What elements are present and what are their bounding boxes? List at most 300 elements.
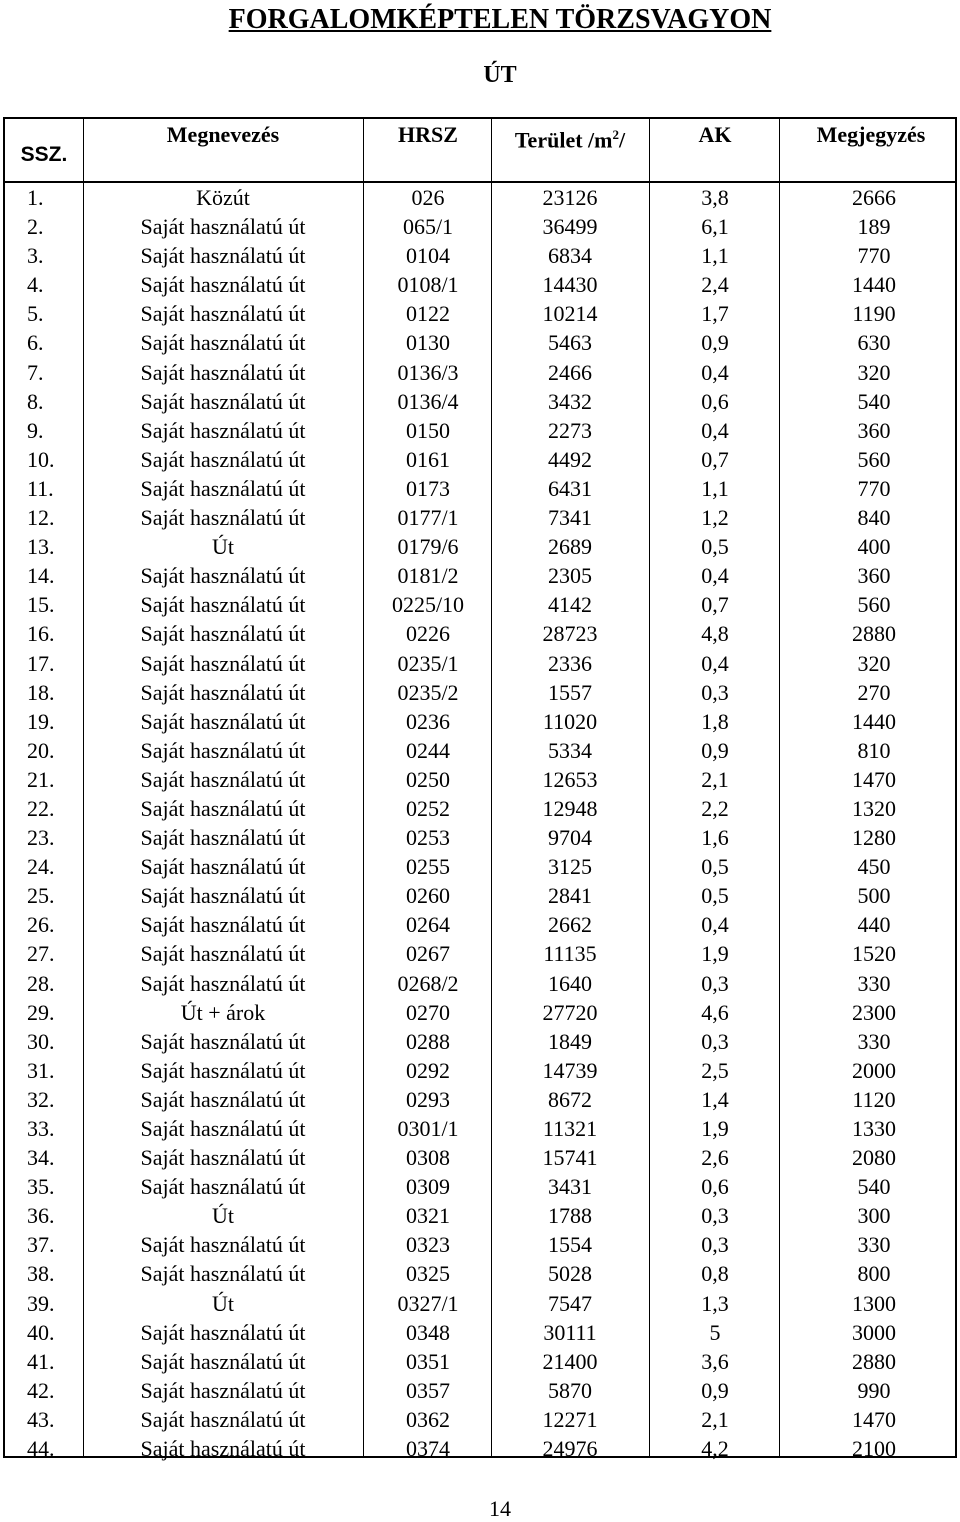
table-row — [5, 212, 955, 241]
table-row — [5, 503, 955, 532]
row-megjegyzes: 1470 — [852, 1406, 896, 1432]
row-hrsz: 065/1 — [402, 214, 454, 240]
row-hrsz: 0260 — [406, 883, 450, 909]
row-ak: 1,9 — [701, 941, 729, 967]
header-hrsz: HRSZ — [398, 122, 458, 147]
row-name: Saját használatú út — [140, 854, 306, 880]
row-terulet: 28723 — [542, 621, 598, 647]
row-name: Út — [212, 1203, 234, 1229]
row-ssz: 22. — [27, 795, 55, 821]
table-row — [5, 998, 955, 1027]
row-name: Saját használatú út — [140, 1319, 306, 1345]
header-ak: AK — [698, 122, 732, 147]
row-ssz: 4. — [27, 272, 44, 298]
table-row — [5, 1318, 955, 1347]
header-megjegyzes: Megjegyzés — [816, 122, 926, 147]
row-terulet: 21400 — [542, 1348, 598, 1374]
table-row — [5, 1259, 955, 1288]
row-name: Saját használatú út — [140, 214, 306, 240]
row-terulet: 14739 — [542, 1057, 598, 1083]
row-terulet: 1788 — [548, 1203, 592, 1229]
row-megjegyzes: 2000 — [852, 1057, 896, 1083]
row-ak: 0,4 — [701, 912, 729, 938]
row-megjegyzes: 1280 — [852, 825, 896, 851]
row-terulet: 2466 — [548, 359, 592, 385]
row-ssz: 9. — [27, 417, 44, 443]
row-ak: 3,8 — [701, 185, 729, 210]
row-megjegyzes: 320 — [857, 359, 891, 385]
row-ssz: 31. — [27, 1057, 55, 1083]
table-row — [5, 445, 955, 474]
row-ak: 5 — [709, 1319, 721, 1345]
row-megjegyzes: 990 — [857, 1377, 891, 1403]
row-ak: 1,7 — [701, 301, 729, 327]
row-terulet: 2336 — [548, 650, 592, 676]
header-terulet — [493, 119, 647, 181]
row-megjegyzes: 320 — [857, 650, 891, 676]
row-ssz: 38. — [27, 1261, 55, 1287]
row-megjegyzes: 1120 — [852, 1086, 896, 1112]
row-ssz: 26. — [27, 912, 55, 938]
row-ssz: 20. — [27, 737, 55, 763]
row-name: Saját használatú út — [140, 592, 306, 618]
row-terulet: 6834 — [548, 243, 592, 269]
row-ak: 0,6 — [701, 1174, 729, 1200]
row-ssz: 41. — [27, 1348, 55, 1374]
table-row — [5, 1085, 955, 1114]
table-row — [5, 416, 955, 445]
row-ak: 2,1 — [701, 1406, 729, 1432]
row-ssz: 10. — [27, 446, 55, 472]
row-terulet: 12653 — [542, 766, 598, 792]
row-hrsz: 0253 — [406, 825, 450, 851]
row-hrsz: 0255 — [406, 854, 450, 880]
row-terulet: 1849 — [548, 1028, 592, 1054]
row-ssz: 14. — [27, 563, 55, 589]
row-megjegyzes: 560 — [857, 446, 891, 472]
row-megjegyzes: 810 — [857, 737, 891, 763]
row-terulet: 2662 — [548, 912, 592, 938]
road-asset-table — [3, 117, 957, 1462]
row-ak: 2,4 — [701, 272, 729, 298]
row-terulet: 12271 — [542, 1406, 598, 1432]
row-name: Saját használatú út — [140, 1261, 306, 1287]
row-hrsz: 0327/1 — [397, 1290, 459, 1316]
row-ak: 0,3 — [701, 679, 729, 705]
row-name: Saját használatú út — [140, 883, 306, 909]
table-row — [5, 678, 955, 707]
row-ssz: 8. — [27, 388, 44, 414]
row-megjegyzes: 1320 — [852, 795, 896, 821]
row-hrsz: 0235/1 — [397, 650, 459, 676]
row-terulet: 7547 — [548, 1290, 592, 1316]
table-row — [5, 736, 955, 765]
row-terulet: 5028 — [548, 1261, 592, 1287]
row-terulet: 3432 — [548, 388, 592, 414]
row-terulet: 1640 — [548, 970, 592, 996]
table-row — [5, 1405, 955, 1434]
row-megjegyzes: 1300 — [852, 1290, 896, 1316]
row-name: Közút — [196, 185, 250, 210]
row-name: Saját használatú út — [140, 330, 306, 356]
row-ssz: 1. — [27, 185, 44, 210]
row-name: Saját használatú út — [140, 1406, 306, 1432]
row-ssz: 39. — [27, 1290, 55, 1316]
row-hrsz: 0268/2 — [397, 970, 459, 996]
row-terulet: 1554 — [548, 1232, 592, 1258]
table-row — [5, 328, 955, 357]
row-megjegyzes: 1520 — [852, 941, 896, 967]
table-row — [5, 707, 955, 736]
row-ak: 4,2 — [701, 1436, 729, 1462]
row-name: Út — [212, 1290, 234, 1316]
row-hrsz: 0104 — [406, 243, 450, 269]
header-name: Megnevezés — [166, 122, 280, 147]
row-hrsz: 0362 — [406, 1406, 450, 1432]
row-megjegyzes: 270 — [857, 679, 891, 705]
row-name: Saját használatú út — [140, 795, 306, 821]
row-name: Saját használatú út — [140, 1348, 306, 1374]
row-name: Saját használatú út — [140, 301, 306, 327]
header-terulet-suffix: / — [618, 127, 626, 153]
table-row — [5, 1376, 955, 1405]
row-terulet: 2689 — [548, 534, 592, 560]
row-name: Saját használatú út — [140, 825, 306, 851]
row-name: Saját használatú út — [140, 1174, 306, 1200]
row-ak: 0,8 — [701, 1261, 729, 1287]
row-ak: 0,5 — [701, 534, 729, 560]
table-row — [5, 1201, 955, 1230]
row-ak: 0,4 — [701, 650, 729, 676]
row-megjegyzes: 1440 — [852, 708, 896, 734]
row-ak: 0,5 — [701, 854, 729, 880]
row-hrsz: 0293 — [406, 1086, 450, 1112]
table-row — [5, 852, 955, 881]
row-ak: 0,7 — [701, 446, 729, 472]
table-row — [5, 910, 955, 939]
row-name: Saját használatú út — [140, 650, 306, 676]
page-subtitle: ÚT — [483, 62, 517, 88]
row-ssz: 36. — [27, 1203, 55, 1229]
row-ak: 0,3 — [701, 1232, 729, 1258]
row-hrsz: 0270 — [406, 999, 450, 1025]
row-ssz: 28. — [27, 970, 55, 996]
row-hrsz: 0136/3 — [397, 359, 459, 385]
row-megjegyzes: 400 — [857, 534, 891, 560]
row-terulet: 27720 — [542, 999, 598, 1025]
row-ssz: 29. — [27, 999, 55, 1025]
row-ak: 0,7 — [701, 592, 729, 618]
row-ak: 0,3 — [701, 1028, 729, 1054]
row-ssz: 19. — [27, 708, 55, 734]
row-ak: 0,4 — [701, 359, 729, 385]
row-ssz: 27. — [27, 941, 55, 967]
table-row — [5, 1289, 955, 1318]
row-hrsz: 0374 — [406, 1436, 450, 1462]
row-megjegyzes: 330 — [857, 970, 891, 996]
row-name: Saját használatú út — [140, 359, 306, 385]
row-megjegyzes: 2100 — [852, 1436, 896, 1462]
row-terulet: 7341 — [548, 505, 592, 531]
row-hrsz: 0348 — [406, 1319, 450, 1345]
row-ak: 2,2 — [701, 795, 729, 821]
row-megjegyzes: 330 — [857, 1028, 891, 1054]
row-megjegyzes: 360 — [857, 417, 891, 443]
row-hrsz: 0325 — [406, 1261, 450, 1287]
row-hrsz: 026 — [411, 185, 445, 210]
table-row — [5, 1172, 955, 1201]
row-name: Saját használatú út — [140, 1028, 306, 1054]
table-row — [5, 1114, 955, 1143]
row-megjegyzes: 2880 — [852, 1348, 896, 1374]
row-hrsz: 0108/1 — [397, 272, 459, 298]
row-name: Saját használatú út — [140, 505, 306, 531]
row-terulet: 3125 — [548, 854, 592, 880]
row-ak: 1,4 — [701, 1086, 729, 1112]
row-hrsz: 0323 — [406, 1232, 450, 1258]
header-ssz: SSZ. — [20, 143, 68, 166]
table-row — [5, 1143, 955, 1172]
row-ssz: 21. — [27, 766, 55, 792]
row-terulet: 2841 — [548, 883, 592, 909]
row-ssz: 37. — [27, 1232, 55, 1258]
row-terulet: 2305 — [548, 563, 592, 589]
page-title: FORGALOMKÉPTELEN TÖRZSVAGYON — [228, 4, 772, 35]
row-terulet: 12948 — [542, 795, 598, 821]
row-ssz: 44. — [27, 1436, 55, 1462]
row-megjegyzes: 540 — [857, 1174, 891, 1200]
row-megjegyzes: 450 — [857, 854, 891, 880]
row-name: Saját használatú út — [140, 1057, 306, 1083]
row-ssz: 2. — [27, 214, 44, 240]
row-hrsz: 0136/4 — [397, 388, 459, 414]
table-row — [5, 1056, 955, 1085]
row-name: Saját használatú út — [140, 1377, 306, 1403]
row-ak: 1,2 — [701, 505, 729, 531]
row-name: Saját használatú út — [140, 417, 306, 443]
table-row — [5, 939, 955, 968]
table-row — [5, 270, 955, 299]
row-terulet: 8672 — [548, 1086, 592, 1112]
row-name: Saját használatú út — [140, 1086, 306, 1112]
row-name: Saját használatú út — [140, 388, 306, 414]
row-name: Saját használatú út — [140, 737, 306, 763]
row-megjegyzes: 2300 — [852, 999, 896, 1025]
row-ak: 0,6 — [701, 388, 729, 414]
row-ssz: 3. — [27, 243, 44, 269]
table-row — [5, 561, 955, 590]
row-ssz: 16. — [27, 621, 55, 647]
row-name: Saját használatú út — [140, 766, 306, 792]
row-hrsz: 0288 — [406, 1028, 450, 1054]
row-name: Saját használatú út — [140, 679, 306, 705]
row-ssz: 30. — [27, 1028, 55, 1054]
table-row — [5, 619, 955, 648]
table-row — [5, 1230, 955, 1259]
row-ak: 6,1 — [701, 214, 729, 240]
row-terulet: 36499 — [542, 214, 598, 240]
table-row — [5, 765, 955, 794]
row-ak: 0,4 — [701, 563, 729, 589]
row-terulet: 1557 — [548, 679, 592, 705]
row-ssz: 18. — [27, 679, 55, 705]
row-name: Út + árok — [180, 999, 266, 1025]
row-terulet: 3431 — [548, 1174, 592, 1200]
row-ak: 1,1 — [701, 243, 729, 269]
table-row — [5, 183, 955, 212]
table-row — [5, 532, 955, 561]
row-ssz: 34. — [27, 1145, 55, 1171]
row-ak: 0,3 — [701, 1203, 729, 1229]
row-name: Saját használatú út — [140, 1116, 306, 1141]
header-terulet-sup: 2 — [612, 127, 619, 142]
row-name: Út — [212, 534, 234, 560]
row-ak: 3,6 — [701, 1348, 729, 1374]
row-name: Saját használatú út — [140, 621, 306, 647]
row-terulet: 4492 — [548, 446, 592, 472]
row-megjegyzes: 770 — [857, 475, 891, 501]
row-ak: 4,6 — [701, 999, 729, 1025]
row-hrsz: 0264 — [406, 912, 450, 938]
row-ssz: 24. — [27, 854, 55, 880]
row-terulet: 11135 — [543, 941, 597, 967]
row-terulet: 4142 — [548, 592, 592, 618]
row-ssz: 5. — [27, 301, 44, 327]
row-ssz: 15. — [27, 592, 55, 618]
row-hrsz: 0351 — [406, 1348, 450, 1374]
row-hrsz: 0357 — [406, 1377, 450, 1403]
row-megjegyzes: 800 — [857, 1261, 891, 1287]
row-megjegyzes: 2880 — [852, 621, 896, 647]
row-name: Saját használatú út — [140, 243, 306, 269]
row-hrsz: 0321 — [406, 1203, 450, 1229]
row-megjegyzes: 330 — [857, 1232, 891, 1258]
table-row — [5, 474, 955, 503]
row-hrsz: 0122 — [406, 301, 450, 327]
table-body — [5, 183, 955, 1463]
row-hrsz: 0130 — [406, 330, 450, 356]
row-ak: 1,1 — [701, 475, 729, 501]
table-row — [5, 823, 955, 852]
row-hrsz: 0236 — [406, 708, 450, 734]
row-terulet: 15741 — [542, 1145, 598, 1171]
row-megjegyzes: 540 — [857, 388, 891, 414]
row-megjegyzes: 500 — [857, 883, 891, 909]
row-terulet: 14430 — [542, 272, 598, 298]
row-terulet: 5463 — [548, 330, 592, 356]
row-hrsz: 0244 — [406, 737, 450, 763]
table-row — [5, 969, 955, 998]
row-hrsz: 0179/6 — [397, 534, 459, 560]
row-hrsz: 0181/2 — [397, 563, 459, 589]
row-ak: 2,6 — [701, 1145, 729, 1171]
row-ssz: 25. — [27, 883, 55, 909]
row-name: Saját használatú út — [140, 1232, 306, 1258]
row-hrsz: 0252 — [406, 795, 450, 821]
table-row — [5, 1027, 955, 1056]
table-row — [5, 358, 955, 387]
table-row — [5, 1347, 955, 1376]
row-terulet: 6431 — [548, 475, 592, 501]
row-megjegyzes: 300 — [857, 1203, 891, 1229]
header-terulet-label: Terület /m — [514, 127, 613, 153]
row-ak: 0,5 — [701, 883, 729, 909]
row-megjegyzes: 840 — [857, 505, 891, 531]
row-hrsz: 0177/1 — [397, 505, 459, 531]
row-hrsz: 0308 — [406, 1145, 450, 1171]
row-terulet: 9704 — [548, 825, 592, 851]
row-ssz: 6. — [27, 330, 44, 356]
row-hrsz: 0173 — [406, 475, 450, 501]
row-ssz: 33. — [27, 1116, 55, 1141]
row-ak: 1,3 — [701, 1290, 729, 1316]
row-name: Saját használatú út — [140, 563, 306, 589]
row-name: Saját használatú út — [140, 941, 306, 967]
row-ak: 0,9 — [701, 330, 729, 356]
row-ak: 0,9 — [701, 1377, 729, 1403]
row-megjegyzes: 630 — [857, 330, 891, 356]
row-name: Saját használatú út — [140, 912, 306, 938]
row-terulet: 2273 — [548, 417, 592, 443]
row-ak: 2,5 — [701, 1057, 729, 1083]
row-terulet: 11321 — [542, 1116, 598, 1141]
row-ssz: 17. — [27, 650, 55, 676]
table-row — [5, 241, 955, 270]
table-row — [5, 649, 955, 678]
row-ssz: 42. — [27, 1377, 55, 1403]
table-row — [5, 881, 955, 910]
row-megjegyzes: 189 — [857, 214, 891, 240]
row-ak: 4,8 — [701, 621, 729, 647]
row-hrsz: 0150 — [406, 417, 450, 443]
row-terulet: 24976 — [542, 1436, 598, 1462]
row-megjegyzes: 3000 — [852, 1319, 896, 1345]
row-hrsz: 0226 — [406, 621, 450, 647]
row-name: Saját használatú út — [140, 970, 306, 996]
table-row — [5, 299, 955, 328]
row-terulet: 23126 — [542, 185, 598, 210]
row-ssz: 7. — [27, 359, 44, 385]
row-ak: 2,1 — [701, 766, 729, 792]
row-ssz: 32. — [27, 1086, 55, 1112]
row-name: Saját használatú út — [140, 708, 306, 734]
row-hrsz: 0250 — [406, 766, 450, 792]
row-ssz: 40. — [27, 1319, 55, 1345]
table-row — [5, 1434, 955, 1463]
table-row — [5, 590, 955, 619]
row-megjegyzes: 560 — [857, 592, 891, 618]
row-ak: 1,8 — [701, 708, 729, 734]
row-terulet: 5334 — [548, 737, 592, 763]
row-ak: 1,9 — [701, 1116, 729, 1141]
row-megjegyzes: 1330 — [852, 1116, 896, 1141]
row-hrsz: 0267 — [406, 941, 450, 967]
row-megjegyzes: 1470 — [852, 766, 896, 792]
row-ssz: 43. — [27, 1406, 55, 1432]
row-name: Saját használatú út — [140, 446, 306, 472]
row-megjegyzes: 1190 — [852, 301, 896, 327]
row-terulet: 10214 — [542, 301, 598, 327]
row-ssz: 35. — [27, 1174, 55, 1200]
row-hrsz: 0235/2 — [397, 679, 459, 705]
row-ssz: 11. — [27, 475, 54, 501]
row-name: Saját használatú út — [140, 1436, 306, 1462]
row-terulet: 30111 — [543, 1319, 597, 1345]
row-hrsz: 0301/1 — [397, 1116, 459, 1141]
row-name: Saját használatú út — [140, 475, 306, 501]
row-terulet: 5870 — [548, 1377, 592, 1403]
row-hrsz: 0292 — [406, 1057, 450, 1083]
